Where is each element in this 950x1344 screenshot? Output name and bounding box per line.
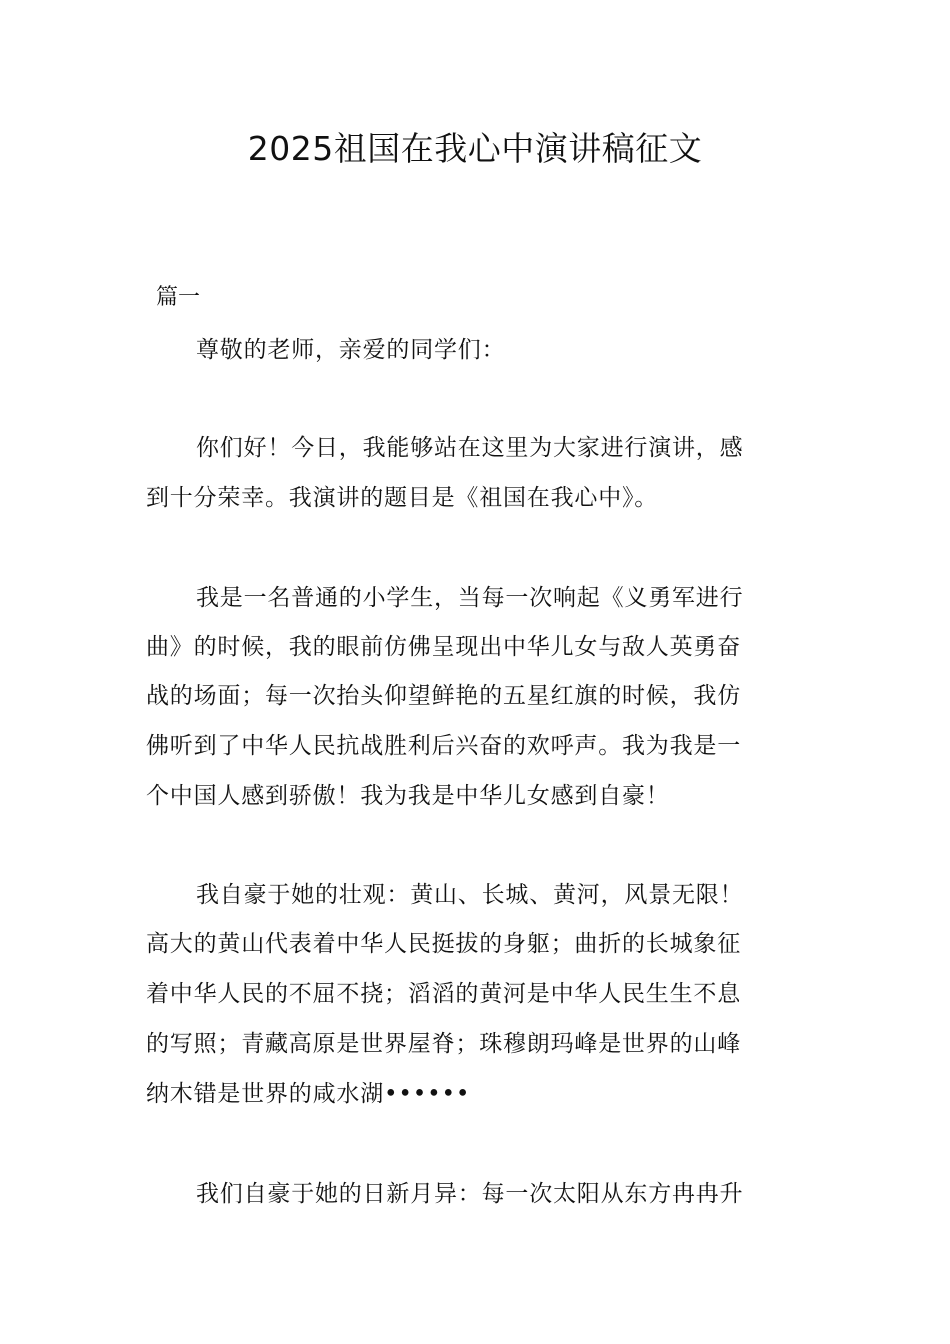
paragraph-line: 你们好！今日，我能够站在这里为大家进行演讲，感 bbox=[196, 435, 744, 461]
paragraph-line: 个中国人感到骄傲！我为我是中华儿女感到自豪！ bbox=[146, 783, 670, 809]
paragraph-line: 着中华人民的不屈不挠；滔滔的黄河是中华人民生生不息 bbox=[146, 981, 741, 1007]
paragraph-line: 高大的黄山代表着中华人民挺拔的身躯；曲折的长城象征 bbox=[146, 931, 741, 957]
paragraph-line: 纳木错是世界的咸水湖•••••• bbox=[146, 1081, 471, 1107]
paragraph-line: 的写照；青藏高原是世界屋脊；珠穆朗玛峰是世界的山峰 bbox=[146, 1031, 741, 1057]
paragraph-line: 战的场面；每一次抬头仰望鲜艳的五星红旗的时候，我仿 bbox=[146, 683, 741, 709]
paragraph-line: 尊敬的老师，亲爱的同学们： bbox=[196, 337, 506, 363]
paragraph-line: 我们自豪于她的日新月异：每一次太阳从东方冉冉升 bbox=[196, 1181, 744, 1207]
paragraph-line: 到十分荣幸。我演讲的题目是《祖国在我心中》。 bbox=[146, 485, 659, 511]
paragraph-line: 我是一名普通的小学生，当每一次响起《义勇军进行 bbox=[196, 585, 744, 611]
paragraph-line: 我自豪于她的壮观：黄山、长城、黄河，风景无限！ bbox=[196, 882, 744, 908]
paragraph-line: 佛听到了中华人民抗战胜利后兴奋的欢呼声。我为我是一 bbox=[146, 733, 741, 759]
section-label: 篇一 bbox=[156, 285, 201, 310]
paragraph-line: 曲》的时候，我的眼前仿佛呈现出中华儿女与敌人英勇奋 bbox=[146, 634, 741, 660]
document-title: 2025祖国在我心中演讲稿征文 bbox=[247, 129, 703, 168]
